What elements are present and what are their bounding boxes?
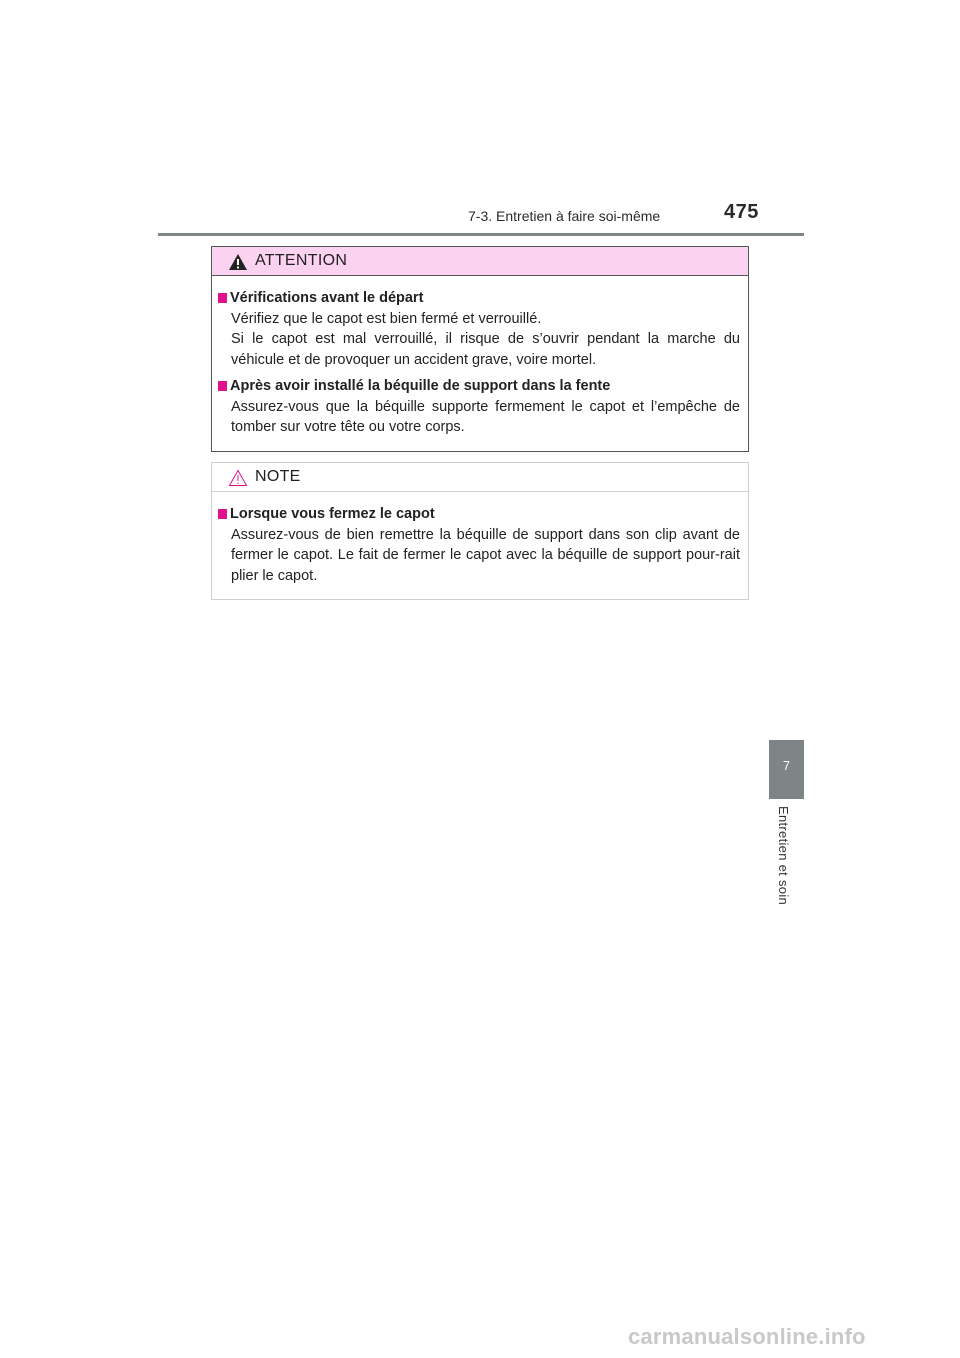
note-item-title (218, 504, 740, 525)
chapter-number: 7 (782, 758, 791, 773)
warning-filled-icon (228, 253, 248, 271)
note-header (212, 463, 748, 492)
page-number: 475 (724, 201, 759, 223)
note-box (211, 462, 749, 600)
attention-body (212, 276, 748, 438)
note-item-text: Assurez-vous de bien remettre la béquille de support dans son clip avant de fermer le capot. Le fait de fermer le capot avec la béquille de support pour-rait plier le capot. (231, 526, 740, 584)
bullet-square-icon (218, 293, 227, 303)
chapter-tab (769, 740, 804, 799)
section-title: 7-3. Entretien à faire soi-même (468, 208, 661, 224)
attention-header (212, 247, 748, 276)
attention-item-text: Si le capot est mal verrouillé, il risque de s’ouvrir pendant la marche du véhicule et de provoquer un accident grave, voire mortel. (231, 331, 740, 368)
attention-box (211, 246, 749, 452)
header-rule (158, 233, 804, 236)
note-item-title-text: Lorsque vous fermez le capot (230, 506, 435, 522)
warning-outline-icon (228, 469, 248, 487)
attention-item-title (218, 288, 740, 309)
bullet-square-icon (218, 381, 227, 391)
bullet-square-icon (218, 509, 227, 519)
attention-item-text: Vérifiez que le capot est bien fermé et verrouillé. (231, 310, 542, 327)
attention-item-text: Assurez-vous que la béquille supporte fermement le capot et l’empêche de tomber sur votre tête ou votre corps. (231, 398, 740, 435)
attention-item-title (218, 376, 740, 397)
attention-title: ATTENTION (255, 252, 348, 269)
watermark: carmanualsonline.info (628, 1324, 866, 1349)
note-body (212, 492, 748, 586)
chapter-label: Entretien et soin (776, 806, 791, 906)
attention-item-title-text: Après avoir installé la béquille de support dans la fente (230, 378, 611, 394)
attention-item-title-text: Vérifications avant le départ (230, 290, 424, 306)
note-title: NOTE (255, 468, 301, 485)
